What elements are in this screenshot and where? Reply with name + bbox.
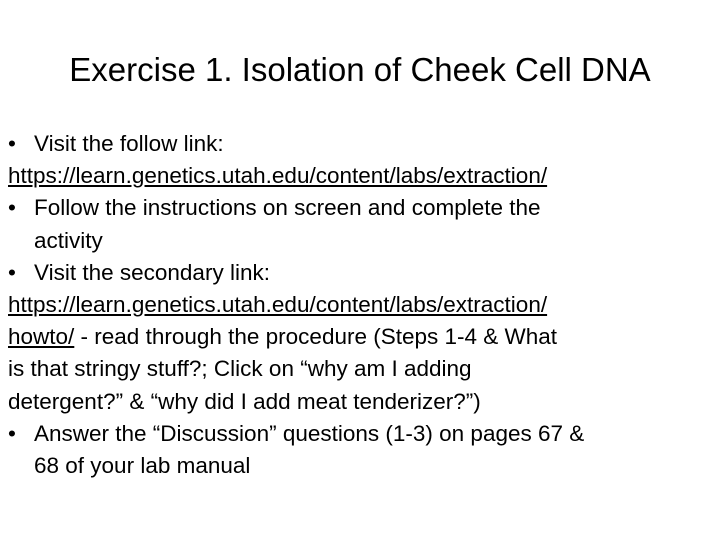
extraction-link[interactable]: https://learn.genetics.utah.edu/content/labs/extraction/ [8,163,548,189]
bullet-item-answer-questions [8,418,714,450]
procedure-text: - read through the procedure (Steps 1-4 & What [74,324,558,350]
slide-body [8,128,714,482]
howto-link-part2[interactable]: howto/ [8,324,75,350]
bullet-text: Visit the follow link: [34,131,224,156]
bullet-text: Visit the secondary link: [34,259,270,285]
bullet-icon: • [8,420,16,446]
procedure-text-line [8,386,714,418]
link-line-continued [8,321,714,353]
procedure-text: detergent?” & “why did I add meat tenderizer?”) [8,388,481,414]
bullet-item-visit-link [8,128,714,160]
procedure-text-line [8,353,714,385]
bullet-text: 68 of your lab manual [34,452,251,478]
slide-title: Exercise 1. Isolation of Cheek Cell DNA [69,51,651,88]
bullet-item-visit-secondary-link [8,257,714,289]
procedure-text: is that stringy stuff?; Click on “why am I adding [8,356,472,382]
bullet-text: activity [34,227,103,253]
link-line [8,160,714,192]
bullet-icon: • [8,131,16,156]
bullet-icon: • [8,259,16,285]
bullet-text: Follow the instructions on screen and complete the [34,195,541,221]
link-line [8,289,714,321]
bullet-continuation [8,225,714,257]
bullet-continuation [8,450,714,482]
bullet-icon: • [8,195,16,221]
bullet-text: Answer the “Discussion” questions (1-3) on pages 67 & [34,420,585,446]
howto-link-part1[interactable]: https://learn.genetics.utah.edu/content/labs/extraction/ [8,291,548,317]
bullet-item-follow-instructions [8,192,714,224]
